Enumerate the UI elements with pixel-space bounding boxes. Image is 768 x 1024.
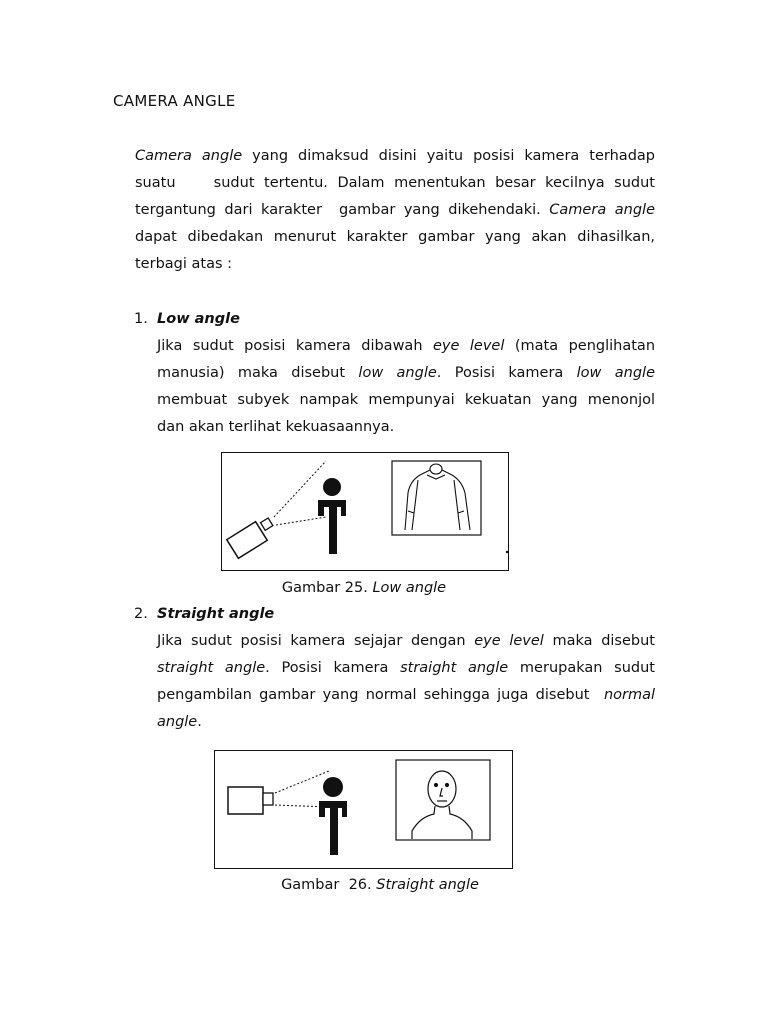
text-run: tergantung dari karakter gambar yang dikehendaki. xyxy=(135,202,550,218)
intro-line xyxy=(135,197,655,224)
section-line xyxy=(157,387,655,414)
low-angle-figure xyxy=(221,452,509,571)
section-line xyxy=(157,709,655,736)
text-run: Jika sudut posisi kamera dibawah xyxy=(157,338,433,354)
section-title: Low angle xyxy=(157,311,240,327)
text-run: . Posisi kamera xyxy=(265,660,401,676)
frame-preview xyxy=(396,760,490,840)
camera-icon xyxy=(227,518,273,558)
text-run: dan akan terlihat kekuasaannya. xyxy=(157,419,395,435)
section-line xyxy=(157,414,655,441)
italic-term: angle xyxy=(157,714,198,730)
text-run: Jika sudut posisi kamera sejajar dengan xyxy=(157,633,475,649)
section-line xyxy=(157,682,655,709)
section-title: Straight angle xyxy=(157,606,275,622)
italic-term: Camera angle xyxy=(135,148,243,164)
person-icon xyxy=(319,777,347,855)
section-number: 1. xyxy=(134,311,148,327)
italic-term: straight angle xyxy=(400,660,509,676)
section-line xyxy=(157,333,655,360)
text-run: terbagi atas : xyxy=(135,256,233,272)
person-icon xyxy=(318,478,346,554)
camera-icon xyxy=(228,787,273,814)
italic-term: low angle xyxy=(576,365,656,381)
italic-term: eye level xyxy=(433,338,505,354)
italic-term: straight angle xyxy=(157,660,266,676)
intro-line xyxy=(135,143,655,170)
text-run: merupakan sudut xyxy=(508,660,655,676)
section-line xyxy=(157,628,655,655)
figure-caption: Gambar 25. Low angle xyxy=(281,580,447,596)
intro-line xyxy=(135,224,655,251)
figure-caption: Gambar 26. Straight angle xyxy=(281,877,479,893)
text-run: (mata penglihatan xyxy=(504,338,656,354)
text-run: pengambilan gambar yang normal sehingga juga disebut xyxy=(157,687,604,703)
text-run: . xyxy=(197,714,202,730)
intro-line xyxy=(135,251,655,278)
straight-angle-figure xyxy=(214,750,513,869)
text-run: maka disebut xyxy=(543,633,655,649)
text-run: membuat subyek nampak mempunyai kekuatan yang menonjol xyxy=(157,392,655,408)
italic-term: normal xyxy=(603,687,655,703)
italic-term: low angle xyxy=(358,365,437,381)
text-run: manusia) maka disebut xyxy=(157,365,359,381)
text-run: suatu sudut tertentu. Dalam menentukan besar kecilnya sudut xyxy=(135,175,655,191)
italic-term: Camera angle xyxy=(549,202,655,218)
italic-term: eye level xyxy=(474,633,544,649)
section-line xyxy=(157,360,655,387)
intro-line xyxy=(135,170,655,197)
text-run: dapat dibedakan menurut karakter gambar yang akan dihasilkan, xyxy=(135,229,655,245)
text-run: . Posisi kamera xyxy=(436,365,577,381)
page-title: CAMERA ANGLE xyxy=(113,92,236,110)
text-run: yang dimaksud disini yaitu posisi kamera terhadap xyxy=(242,148,655,164)
section-number: 2. xyxy=(134,606,148,622)
section-line xyxy=(157,655,655,682)
